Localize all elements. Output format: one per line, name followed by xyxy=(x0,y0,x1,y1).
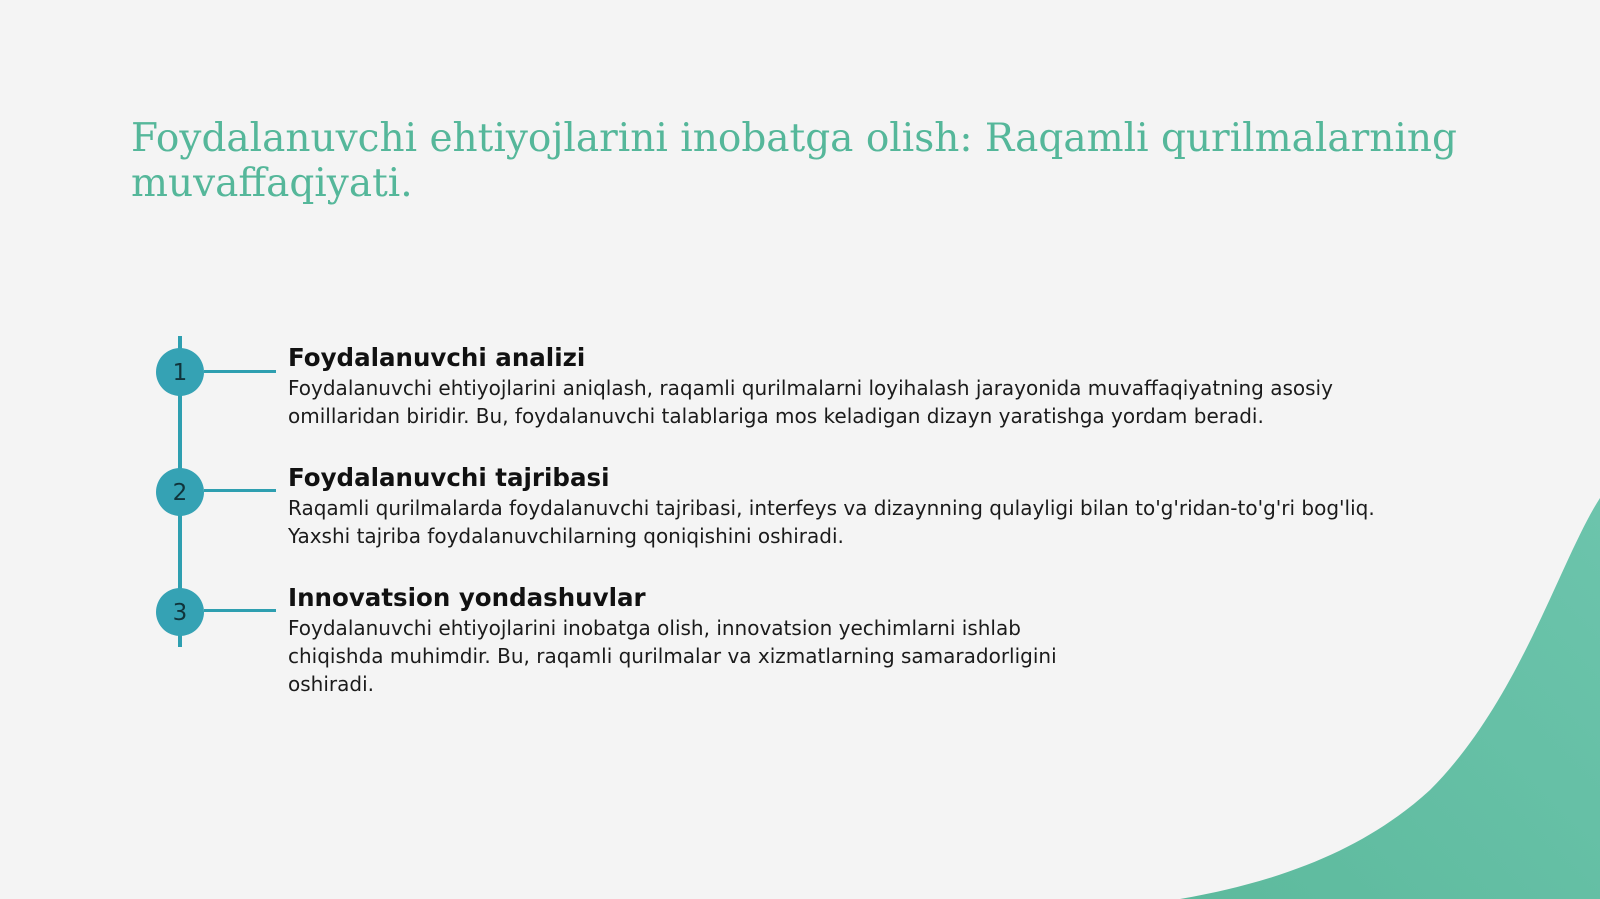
timeline-connector-2 xyxy=(204,489,276,492)
step-title: Foydalanuvchi tajribasi xyxy=(288,463,610,492)
step-number-badge-1: 1 xyxy=(156,348,204,396)
timeline-connector-1 xyxy=(204,370,276,373)
step-1 xyxy=(288,342,1428,430)
step-number-badge-2: 2 xyxy=(156,468,204,516)
step-number-badge-3: 3 xyxy=(156,588,204,636)
step-description: Raqamli qurilmalarda foydalanuvchi tajribasi, interfeys va dizaynning qulayligi bilan to'g'ridan-to'g'ri bog'liq. Yaxshi tajriba foydalanuvchilarning qoniqishini oshiradi. xyxy=(288,496,1375,548)
step-2 xyxy=(288,462,1398,550)
step-title: Innovatsion yondashuvlar xyxy=(288,583,646,612)
step-description: Foydalanuvchi ehtiyojlarini aniqlash, raqamli qurilmalarni loyihalash jarayonida muvaffaqiyatning asosiy omillaridan biridir. Bu, foydalanuvchi talablariga mos keladigan dizayn yaratishga yordam beradi. xyxy=(288,376,1333,428)
timeline-connector-3 xyxy=(204,609,276,612)
step-description: Foydalanuvchi ehtiyojlarini inobatga olish, innovatsion yechimlarni ishlab chiqishda muhimdir. Bu, raqamli qurilmalar va xizmatlarning samaradorligini oshiradi. xyxy=(288,616,1057,696)
slide-title: Foydalanuvchi ehtiyojlarini inobatga olish: Raqamli qurilmalarning muvaffaqiyati. xyxy=(131,116,1457,206)
step-title: Foydalanuvchi analizi xyxy=(288,343,586,372)
step-3 xyxy=(288,582,1103,698)
